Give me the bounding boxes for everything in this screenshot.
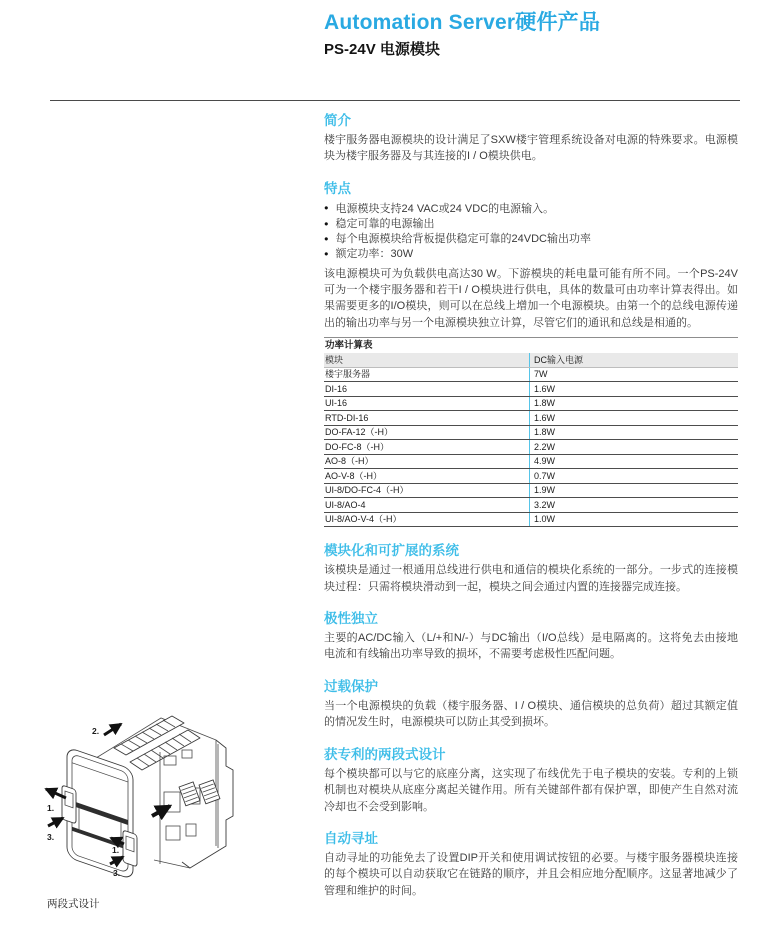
paragraph: 该模块是通过一根通用总线进行供电和通信的模块化系统的一部分。一步式的连接模块过程：只需将模块滑动到一起，模块之间会通过内置的连接器完成连接。 xyxy=(324,564,738,593)
table-row xyxy=(324,469,738,484)
paragraph: 自动寻址的功能免去了设置DIP开关和使用调试按钮的必要。与楼宇服务器模块连接的每个模块可以自动获取它在链路的顺序，并且会相应地分配顺序。这显著地减少了管理和维护的时间。 xyxy=(324,851,738,897)
table-cell: DI-16 xyxy=(324,382,530,397)
table-cell: RTD-DI-16 xyxy=(324,411,530,426)
connector-arrow xyxy=(152,806,170,816)
section xyxy=(324,112,738,165)
table-cell: 1.6W xyxy=(530,411,739,426)
paragraph: 当一个电源模块的负载（楼宇服务器、I / O模块、通信模块的总负荷）超过其额定值的情况发生时，电源模块可以防止其受到损坏。 xyxy=(324,699,738,729)
table-cell: UI-8/AO-4 xyxy=(324,498,530,513)
figure-caption: 两段式设计 xyxy=(47,898,100,910)
table-cell: 3.2W xyxy=(530,498,739,513)
figure-label-1-mid: 1. xyxy=(112,845,120,855)
table-cell: 1.8W xyxy=(530,396,739,411)
paragraph: 每个模块都可以与它的底座分离，这实现了布线优先于电子模块的安装。专利的上锁机制也对模块从底座分离起关键作用。所有关键部件都有保护罩，即使产生自然对流冷却也不会受到影响。 xyxy=(324,767,738,813)
table-row xyxy=(324,512,738,527)
feature-item: ● 额定功率：30W xyxy=(324,247,738,262)
section xyxy=(324,746,738,815)
section xyxy=(324,678,738,731)
table-cell: 2.2W xyxy=(530,440,739,455)
table-row xyxy=(324,425,738,440)
feature-list xyxy=(324,202,738,263)
section xyxy=(324,610,738,663)
power-table-grid xyxy=(324,353,738,527)
table-row xyxy=(324,454,738,469)
table-row xyxy=(324,396,738,411)
feature-item: ● 电源模块支持24 VAC或24 VDC的电源输入。 xyxy=(324,202,738,217)
table-header-row xyxy=(324,353,738,367)
power-calculation-table xyxy=(324,337,738,527)
section-heading: 自动寻址 xyxy=(324,830,378,846)
figure-label-1-left: 1. xyxy=(47,803,55,813)
paragraph: 主要的AC/DC输入（L/+和N/-）与DC输出（I/O总线）是电隔离的。这将免去由接地电流和有线输出功率导致的损坏，不需要考虑极性匹配问题。 xyxy=(324,632,738,661)
paragraph: 该电源模块可为负载供电高达30 W。下游模块的耗电量可能有所不同。一个PS-24V可为一个楼宇服务器和若干I / O模块进行供电，具体的数量可由功率计算表得出。如果需要更多的I/O模块，则可以在总线上增加一个电源模块。由第一个的总线电源传递出的输出功率与另一个电源模块独立计算，尽管它们的通讯和总线是相通的。 xyxy=(324,267,738,329)
content-column xyxy=(324,112,738,899)
page-title: Automation Server硬件产品 xyxy=(324,11,601,34)
section xyxy=(324,180,738,331)
section-heading: 过载保护 xyxy=(324,678,378,694)
table-row xyxy=(324,498,738,513)
table-row xyxy=(324,382,738,397)
section-heading: 获专利的两段式设计 xyxy=(324,746,446,762)
table-cell: 1.6W xyxy=(530,382,739,397)
table-cell: 1.8W xyxy=(530,425,739,440)
feature-item: ● 每个电源模块给背板提供稳定可靠的24VDC输出功率 xyxy=(324,232,738,247)
table-row xyxy=(324,367,738,382)
figure-label-3-left: 3. xyxy=(47,832,55,842)
table-cell: UI-8/DO-FC-4（-H） xyxy=(324,483,530,498)
figure-label-2: 2. xyxy=(92,726,100,736)
column-header: 模块 xyxy=(324,353,530,367)
page-subtitle: PS-24V 电源模块 xyxy=(324,41,440,58)
section xyxy=(324,542,738,595)
table-cell: UI-16 xyxy=(324,396,530,411)
header-divider xyxy=(50,100,740,101)
feature-item: ● 稳定可靠的电源输出 xyxy=(324,217,738,232)
two-stage-design-figure xyxy=(36,700,246,890)
table-row xyxy=(324,483,738,498)
paragraph: 楼宇服务器电源模块的设计满足了SXW楼宇管理系统设备对电源的特殊要求。电源模块为楼宇服务器及与其连接的I / O模块供电。 xyxy=(324,134,738,163)
table-cell: 1.0W xyxy=(530,512,739,527)
table-cell: 楼宇服务器 xyxy=(324,367,530,382)
section-heading: 模块化和可扩展的系统 xyxy=(324,543,459,559)
table-cell: DO-FC-8（-H） xyxy=(324,440,530,455)
figure-label-3-mid: 3. xyxy=(113,868,121,878)
column-header: DC输入电源 xyxy=(530,353,739,367)
table-row xyxy=(324,411,738,426)
table-cell: 7W xyxy=(530,367,739,382)
title-block xyxy=(324,10,744,59)
table-cell: 4.9W xyxy=(530,454,739,469)
removal-arrow xyxy=(104,724,121,735)
table-cell: AO-8（-H） xyxy=(324,454,530,469)
section-heading: 简介 xyxy=(324,113,351,128)
section-heading: 特点 xyxy=(324,180,351,196)
table-cell: AO-V-8（-H） xyxy=(324,469,530,484)
table-cell: UI-8/AO-V-4（-H） xyxy=(324,512,530,527)
module-exploded-drawing-illustration xyxy=(36,700,246,890)
section-heading: 极性独立 xyxy=(324,611,378,627)
table-title: 功率计算表 xyxy=(325,340,373,352)
table-cell: 0.7W xyxy=(530,469,739,484)
table-row xyxy=(324,440,738,455)
table-cell: DO-FA-12（-H） xyxy=(324,425,530,440)
section xyxy=(324,830,738,899)
table-cell: 1.9W xyxy=(530,483,739,498)
